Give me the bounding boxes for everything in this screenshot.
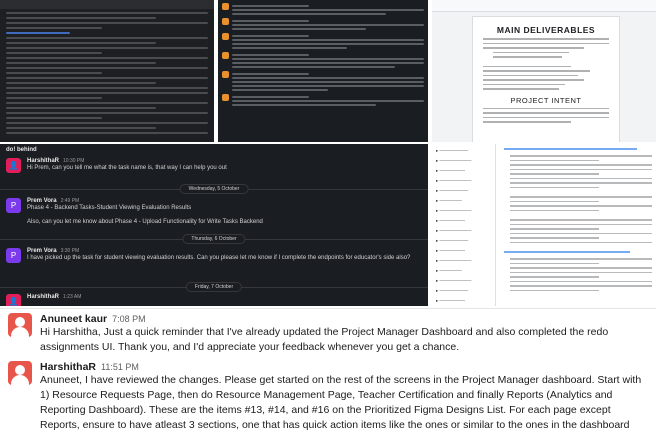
code-line — [6, 77, 208, 79]
avatar[interactable]: P — [6, 198, 21, 213]
message-text: Also, can you let me know about Phase 4 - Upload Functionality for Write Tasks Backend — [27, 219, 263, 225]
message-time[interactable]: 10:30 PM — [63, 158, 85, 164]
outline-item[interactable]: ▸ ────────── — [436, 208, 472, 213]
avatar — [222, 3, 229, 10]
slack-thread-panel — [218, 0, 428, 142]
person-icon: 👤 — [8, 297, 19, 306]
doc-outline-window — [432, 144, 656, 306]
chat-message[interactable] — [8, 361, 652, 434]
chat-header-line — [6, 147, 37, 153]
code-line — [6, 62, 156, 64]
message-time[interactable]: 7:08 PM — [112, 314, 146, 324]
code-line — [6, 112, 208, 114]
chat-message[interactable] — [8, 313, 652, 355]
thread-message[interactable] — [218, 0, 428, 15]
avatar[interactable]: P — [6, 248, 21, 263]
date-divider-pill[interactable]: Friday, 7 October — [186, 282, 242, 292]
doc-body[interactable] — [500, 144, 656, 306]
avatar[interactable] — [6, 158, 21, 173]
doc-title: MAIN DELIVERABLES — [496, 25, 596, 35]
person-icon — [8, 313, 32, 337]
chat-message[interactable] — [6, 294, 81, 306]
code-line — [6, 72, 102, 74]
code-line — [6, 27, 102, 29]
avatar — [222, 52, 229, 59]
avatar[interactable] — [8, 361, 32, 385]
message-text: Hi Prem, can you tell me what the task name is, that way I can help you out — [27, 165, 227, 171]
outline-item[interactable]: ▸ ────────── — [436, 278, 472, 283]
message-text: Hi Harshitha, Just a quick reminder that I've already updated the Project Manager Dashboard and also completed the redo assignments UI. Thank you, and I'd appreciate your feedback whenever you get a chance. — [40, 326, 609, 353]
avatar — [222, 33, 229, 40]
chat-message[interactable] — [6, 198, 263, 226]
slack-chat-light — [0, 308, 656, 434]
code-line — [6, 47, 208, 49]
google-doc-window — [432, 0, 656, 142]
code-line — [6, 87, 208, 89]
code-line — [6, 22, 208, 24]
code-line — [6, 117, 102, 119]
avatar — [222, 71, 229, 78]
person-icon: 👤 — [8, 161, 19, 170]
code-line — [6, 107, 156, 109]
doc-outline-sidebar — [432, 144, 496, 306]
date-divider — [0, 282, 428, 292]
thread-message[interactable] — [218, 15, 428, 30]
outline-item[interactable]: ▸ ───────── — [436, 148, 469, 153]
outline-item[interactable]: ▸ ────────── — [436, 258, 472, 263]
avatar[interactable] — [8, 313, 32, 337]
outline-item[interactable]: ▸ ─────── — [436, 198, 462, 203]
outline-item[interactable]: ▸ ──────── — [436, 168, 466, 173]
message-author[interactable]: Prem Vora — [27, 198, 57, 204]
date-divider-pill[interactable]: Thursday, 6 October — [182, 234, 245, 244]
code-line-highlight — [6, 32, 70, 34]
chat-message[interactable] — [6, 158, 227, 173]
thread-message[interactable] — [218, 30, 428, 49]
message-author[interactable]: HarshithaR — [27, 294, 60, 300]
outline-item[interactable]: ▸ ──────── — [436, 248, 466, 253]
code-line — [6, 67, 208, 69]
avatar[interactable] — [6, 294, 21, 306]
message-time[interactable]: 2:49 PM — [60, 198, 80, 204]
message-text: Phase 4 - Backend Tasks-Student Viewing Evaluation Results — [27, 205, 192, 211]
outline-item[interactable]: ▸ ────────── — [436, 228, 472, 233]
code-line — [6, 122, 208, 124]
code-log-window — [0, 0, 214, 142]
code-line — [6, 17, 156, 19]
outline-item[interactable]: ▸ ───────── — [436, 238, 469, 243]
message-author[interactable]: Anuneet kaur — [40, 313, 108, 325]
code-line — [6, 37, 208, 39]
code-window-titlebar — [0, 0, 214, 9]
thread-message[interactable] — [218, 49, 428, 68]
message-text: I have picked up the task for student viewing evaluation results. Can you please let me know if I complete the endpoints for educator's side also? — [27, 255, 411, 261]
outline-item[interactable]: ▸ ───────── — [436, 288, 469, 293]
date-divider-pill[interactable]: Wednesday, 5 October — [180, 184, 249, 194]
outline-item[interactable]: ▸ ─────── — [436, 268, 462, 273]
code-line — [6, 97, 102, 99]
doc-toolbar[interactable] — [432, 0, 656, 12]
code-line — [6, 52, 102, 54]
code-line — [6, 102, 208, 104]
code-line — [6, 42, 156, 44]
code-line — [6, 132, 208, 134]
message-text: Anuneet, I have reviewed the changes. Please get started on the rest of the screens in the Project Manager dashboard. Start with 1) Resource Requests Page, then do Resource Management Page, Teacher Certification and finally Reports (Analytics and Reporting Dashboard). These are the items #13, #14, and #16 on the Prioritized Figma Designs List. For each page except Reports, ensure to have atleast 3 sections, one that has quick action items like the ones or similar to the ones in the dashboard — [40, 374, 642, 431]
thread-message[interactable] — [218, 68, 428, 91]
message-time[interactable]: 11:51 PM — [101, 362, 139, 372]
slack-chat-dark — [0, 144, 428, 306]
date-divider — [0, 234, 428, 244]
avatar — [222, 18, 229, 25]
outline-item[interactable]: ▸ ────────── — [436, 158, 472, 163]
code-line — [6, 12, 208, 14]
message-time[interactable]: 3:30 PM — [60, 248, 80, 254]
person-icon — [8, 361, 32, 385]
thread-message[interactable] — [218, 91, 428, 106]
code-line — [6, 57, 208, 59]
avatar — [222, 94, 229, 101]
chat-message[interactable] — [6, 248, 427, 263]
message-author[interactable]: Prem Vora — [27, 248, 57, 254]
outline-item[interactable]: ▸ ──────── — [436, 218, 466, 223]
code-line — [6, 82, 156, 84]
message-author[interactable]: HarshithaR — [27, 158, 60, 164]
outline-item[interactable]: ▸ ───────── — [436, 188, 469, 193]
top-author: do! behind — [6, 147, 37, 153]
code-line — [6, 127, 156, 129]
outline-item[interactable]: ▸ ──────── — [436, 298, 466, 303]
doc-page[interactable] — [472, 16, 620, 142]
outline-item[interactable]: ▸ ────────── — [436, 178, 472, 183]
message-time[interactable]: 1:23 AM — [63, 294, 82, 300]
date-divider — [0, 184, 428, 194]
code-line — [6, 92, 208, 94]
message-author[interactable]: HarshithaR — [40, 361, 97, 373]
doc-subtitle: PROJECT INTENT — [510, 95, 582, 105]
